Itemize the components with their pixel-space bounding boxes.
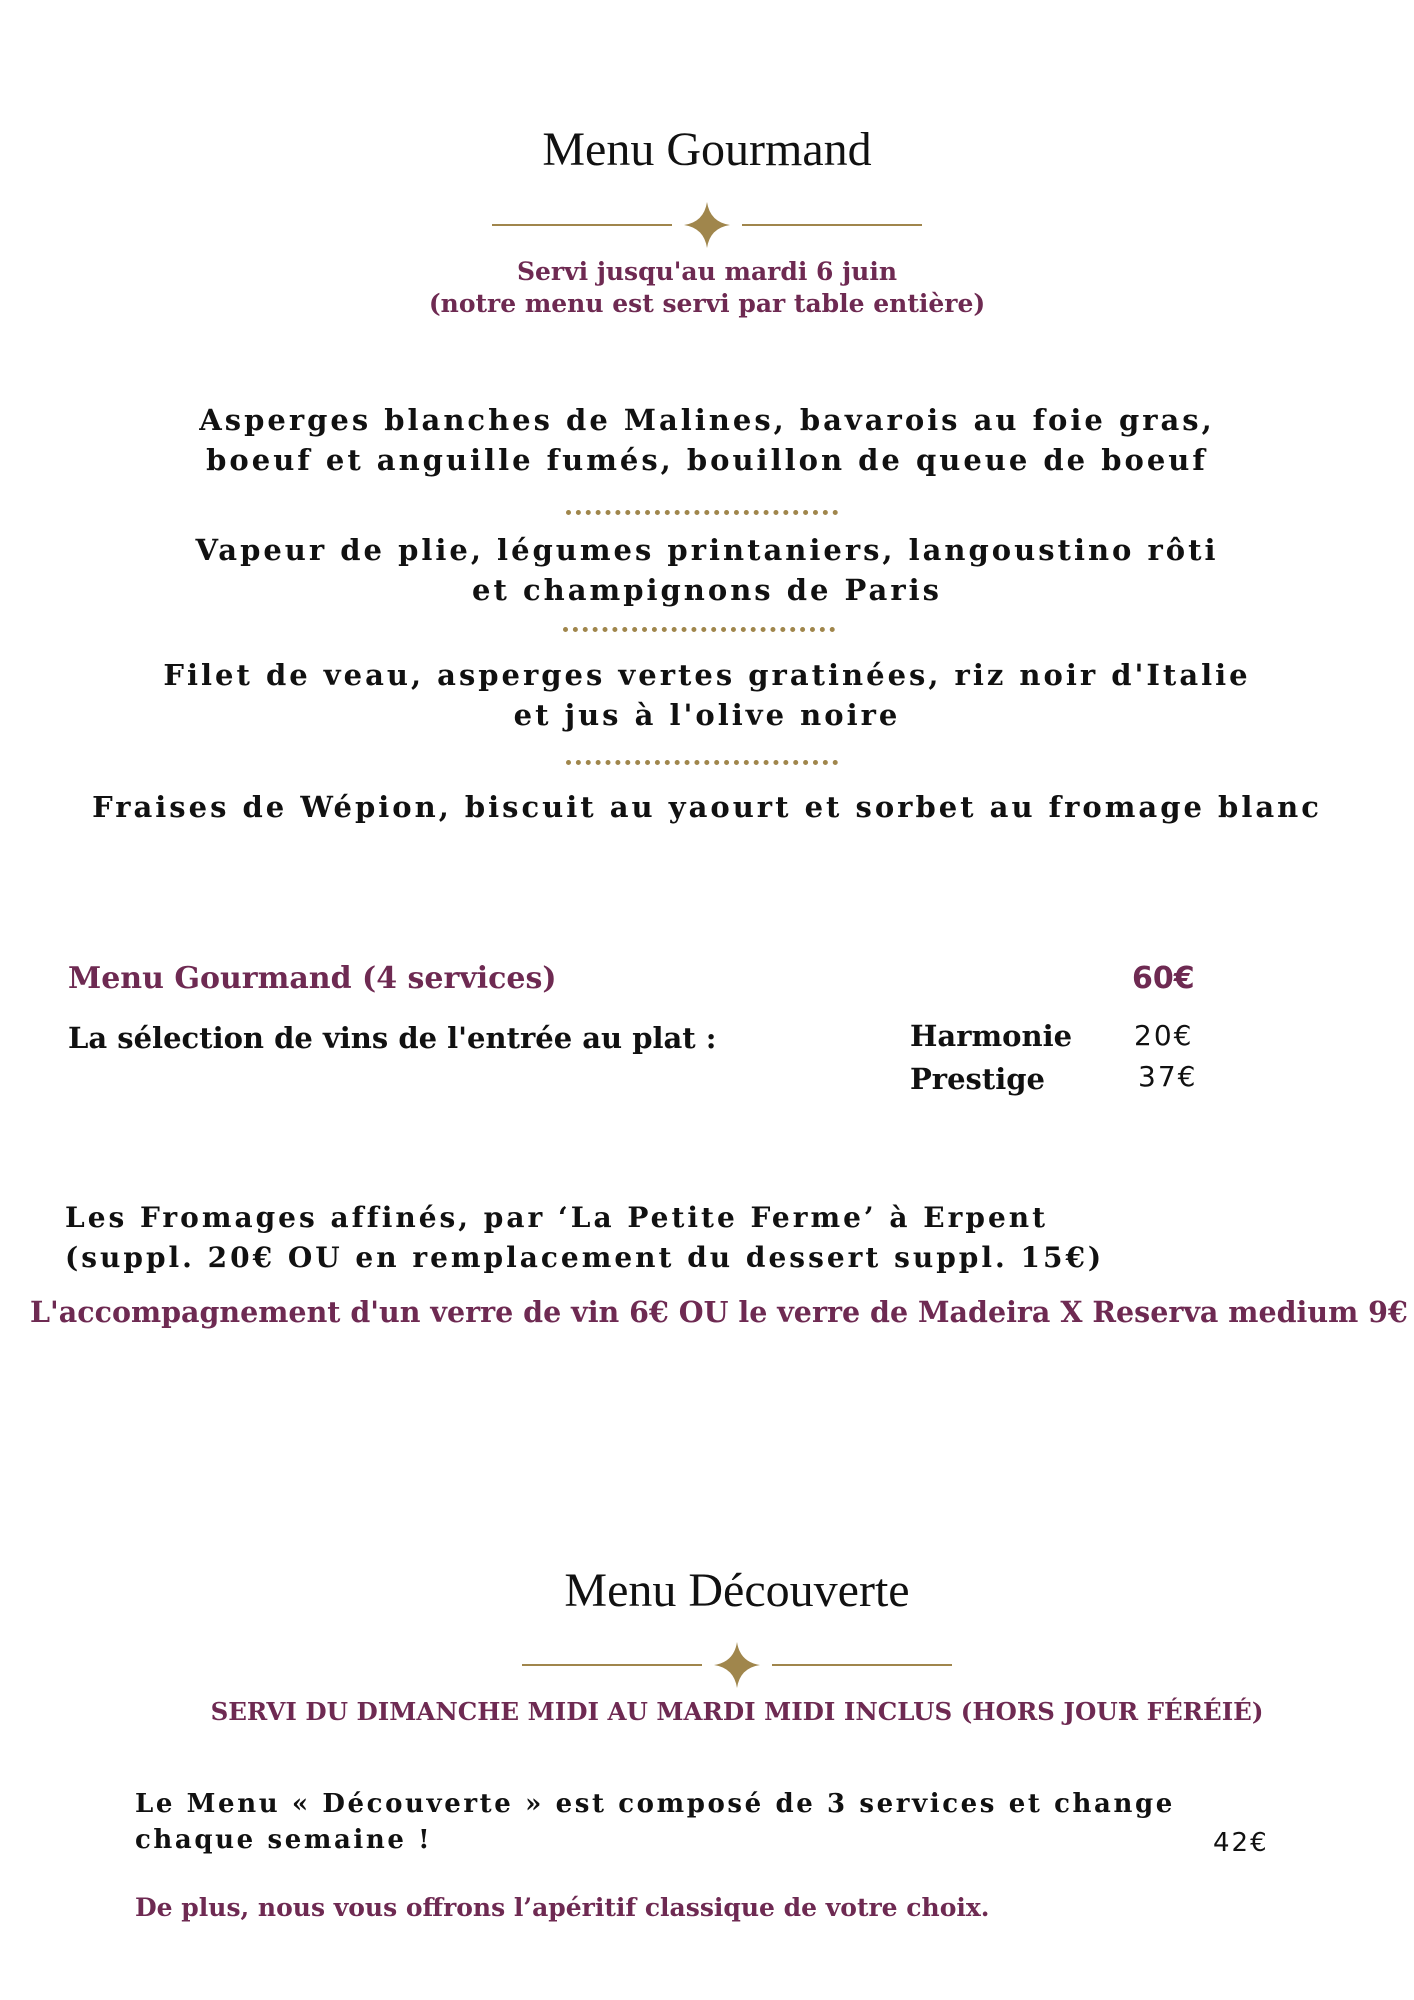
dotted-separator [566,510,838,515]
wine-selection-label: La sélection de vins de l'entrée au plat : [68,1021,717,1055]
aperitif-offer: De plus, nous vous offrons l’apéritif classique de votre choix. [135,1893,990,1922]
dish-starter [0,400,1414,480]
dish-line: Filet de veau, asperges vertes gratinées, riz noir d'Italie [163,658,1251,692]
menu-decouverte-description [135,1786,1175,1858]
wine-option-price: 37€ [1138,1060,1198,1093]
dish-line: et jus à l'olive noire [513,698,901,732]
cheese-line: (suppl. 20€ OU en remplacement du dessert suppl. 15€) [65,1241,1105,1274]
dish-line: Fraises de Wépion, biscuit au yaourt et sorbet au fromage blanc [92,790,1322,824]
subtitle-line: Servi jusqu'au mardi 6 juin [516,257,898,286]
dish-main [0,655,1414,735]
dotted-separator [566,760,838,765]
sparkle-icon [712,1640,762,1690]
sparkle-icon [682,200,732,250]
dotted-separator [563,627,835,632]
description-line: Le Menu « Découverte » est composé de 3 services et change [135,1789,1175,1819]
wine-accompaniment: L'accompagnement d'un verre de vin 6€ OU le verre de Madeira X Reserva medium 9€ [30,1295,1408,1329]
description-line: chaque semaine ! [135,1825,433,1855]
wine-option-name: Prestige [910,1062,1046,1096]
menu-decouverte-title: Menu Découverte [564,1564,910,1617]
menu-gourmand-price: 60€ [1132,961,1195,996]
ornament-line-left [522,1664,702,1666]
wine-option-price: 20€ [1134,1019,1194,1052]
menu-decouverte-price: 42€ [1213,1828,1269,1858]
wine-option-name: Harmonie [910,1019,1073,1053]
dish-line: Vapeur de plie, légumes printaniers, langoustino rôti [195,533,1219,567]
cheese-supplement [65,1198,1104,1278]
ornament-line-right [772,1664,952,1666]
dish-dessert [0,787,1414,827]
dish-line: et champignons de Paris [472,573,942,607]
dish-fish [0,530,1414,610]
menu-decouverte-subtitle: SERVI DU DIMANCHE MIDI AU MARDI MIDI INCLUS (HORS JOUR FÉRÉIÉ) [210,1697,1264,1726]
subtitle-line: (notre menu est servi par table entière) [428,289,986,318]
dish-line: Asperges blanches de Malines, bavarois au foie gras, [199,403,1215,437]
menu-gourmand-subtitle [0,256,1414,320]
title-ornament [0,200,1414,250]
dish-line: boeuf et anguille fumés, bouillon de queue de boeuf [206,443,1208,477]
menu-gourmand-price-label: Menu Gourmand (4 services) [68,961,557,996]
ornament-line-right [742,224,922,226]
ornament-line-left [492,224,672,226]
cheese-line: Les Fromages affinés, par ‘La Petite Ferme’ à Erpent [65,1201,1049,1234]
menu-gourmand-title: Menu Gourmand [542,123,872,176]
title-ornament [30,1640,1414,1690]
